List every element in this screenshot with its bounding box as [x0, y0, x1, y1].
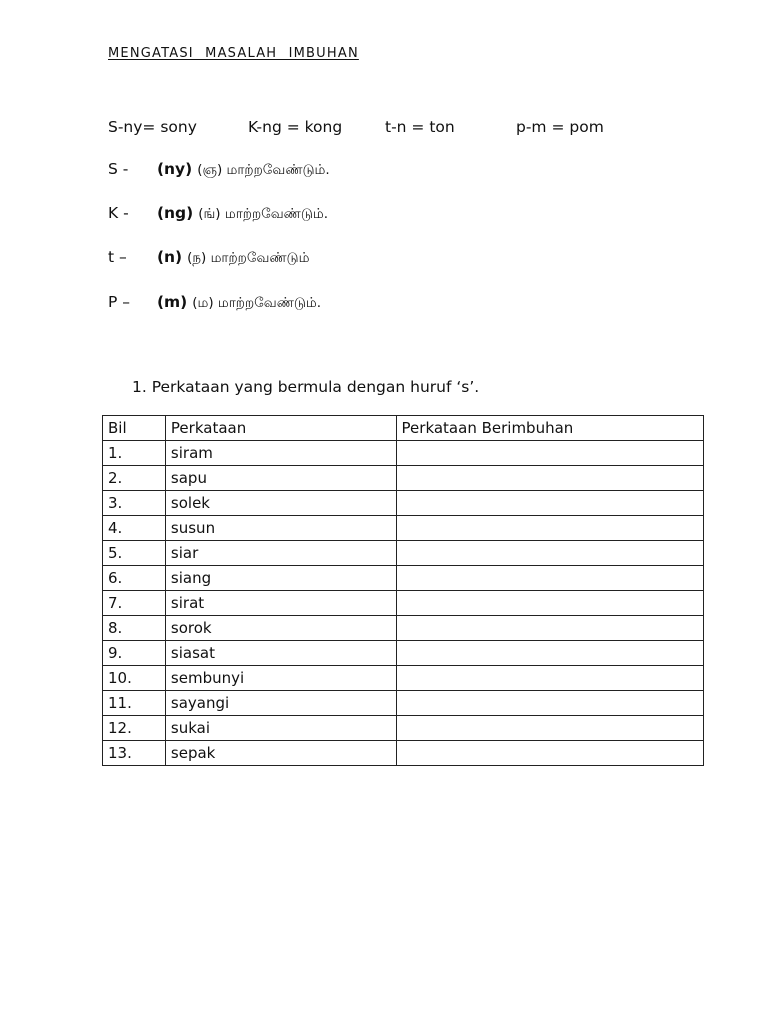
- row-number: 5.: [103, 541, 166, 566]
- table-row: [103, 491, 704, 516]
- row-word: siang: [165, 566, 396, 591]
- row-number: 8.: [103, 616, 166, 641]
- row-number: 3.: [103, 491, 166, 516]
- row-word: siram: [165, 441, 396, 466]
- row-answer-cell[interactable]: [396, 691, 703, 716]
- row-number: 7.: [103, 591, 166, 616]
- mapping-tamil: (ங்) மாற்றவேண்டும்.: [198, 206, 329, 222]
- table-row: [103, 516, 704, 541]
- table-header-row: [103, 416, 704, 441]
- row-word: sorok: [165, 616, 396, 641]
- table-row: [103, 441, 704, 466]
- mapping-latin: (n): [156, 248, 183, 266]
- mapping-key: t –: [108, 248, 127, 266]
- row-word: sepak: [165, 741, 396, 766]
- rule-sony: S-ny= sony: [108, 118, 197, 136]
- row-word: solek: [165, 491, 396, 516]
- row-word: siar: [165, 541, 396, 566]
- row-number: 13.: [103, 741, 166, 766]
- row-answer-cell[interactable]: [396, 616, 703, 641]
- table-row: [103, 641, 704, 666]
- row-number: 12.: [103, 716, 166, 741]
- table-row: [103, 691, 704, 716]
- header-perkataan: Perkataan: [165, 416, 396, 441]
- row-word: siasat: [165, 641, 396, 666]
- rule-kong: K-ng = kong: [248, 118, 343, 136]
- rule-ton: t-n = ton: [385, 118, 455, 136]
- row-answer-cell[interactable]: [396, 491, 703, 516]
- mapping-latin: (m): [156, 293, 188, 311]
- mapping-tamil: (ம) மாற்றவேண்டும்.: [192, 295, 322, 311]
- mapping-key: P –: [108, 293, 131, 311]
- doc-title: MENGATASI MASALAH IMBUHAN: [108, 46, 359, 61]
- row-answer-cell[interactable]: [396, 591, 703, 616]
- mapping-latin: (ng): [156, 204, 194, 222]
- row-word: sayangi: [165, 691, 396, 716]
- row-number: 10.: [103, 666, 166, 691]
- row-answer-cell[interactable]: [396, 441, 703, 466]
- row-word: sirat: [165, 591, 396, 616]
- word-table: [102, 415, 704, 766]
- table-body: [103, 441, 704, 766]
- table-row: [103, 591, 704, 616]
- row-number: 4.: [103, 516, 166, 541]
- mapping-line-t: [108, 248, 309, 268]
- row-number: 6.: [103, 566, 166, 591]
- rule-pom: p-m = pom: [516, 118, 604, 136]
- mapping-latin: (ny): [156, 160, 193, 178]
- table-row: [103, 466, 704, 491]
- row-answer-cell[interactable]: [396, 466, 703, 491]
- row-word: sembunyi: [165, 666, 396, 691]
- table-row: [103, 566, 704, 591]
- mapping-key: S -: [108, 160, 129, 178]
- row-answer-cell[interactable]: [396, 516, 703, 541]
- row-word: sukai: [165, 716, 396, 741]
- table-row: [103, 741, 704, 766]
- mapping-line-s: [108, 160, 330, 180]
- mapping-line-p: [108, 293, 321, 313]
- row-word: sapu: [165, 466, 396, 491]
- table-row: [103, 616, 704, 641]
- row-answer-cell[interactable]: [396, 716, 703, 741]
- mapping-tamil: (ஞ) மாற்றவேண்டும்.: [197, 162, 330, 178]
- table-row: [103, 716, 704, 741]
- row-answer-cell[interactable]: [396, 541, 703, 566]
- instruction-text: 1. Perkataan yang bermula dengan huruf ‘s’.: [132, 378, 480, 396]
- row-number: 1.: [103, 441, 166, 466]
- row-number: 2.: [103, 466, 166, 491]
- row-word: susun: [165, 516, 396, 541]
- header-perkataan-berimbuhan: Perkataan Berimbuhan: [396, 416, 703, 441]
- row-answer-cell[interactable]: [396, 666, 703, 691]
- row-number: 9.: [103, 641, 166, 666]
- row-number: 11.: [103, 691, 166, 716]
- row-answer-cell[interactable]: [396, 741, 703, 766]
- row-answer-cell[interactable]: [396, 566, 703, 591]
- mapping-tamil: (ந) மாற்றவேண்டும்: [187, 250, 310, 266]
- header-bil: Bil: [103, 416, 166, 441]
- mapping-key: K -: [108, 204, 129, 222]
- row-answer-cell[interactable]: [396, 641, 703, 666]
- mapping-line-k: [108, 204, 328, 224]
- table-row: [103, 666, 704, 691]
- table-row: [103, 541, 704, 566]
